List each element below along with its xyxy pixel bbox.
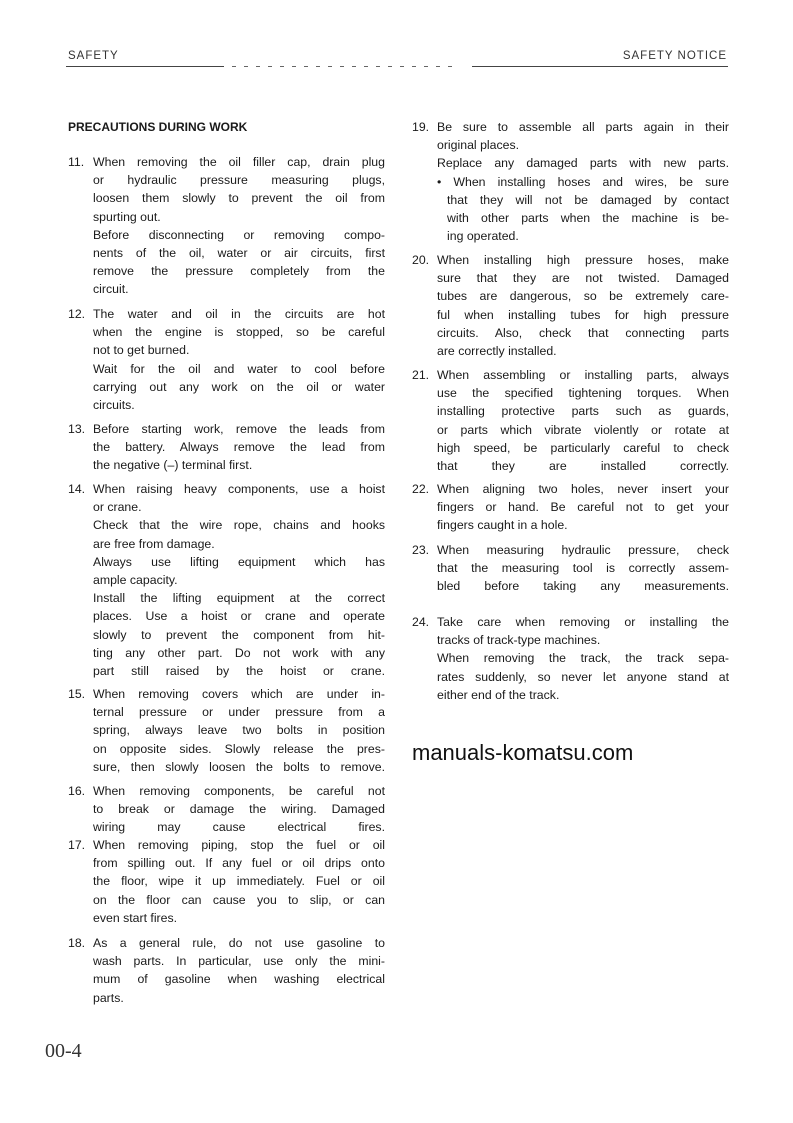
text-line: Wait for the oil and water to cool before [93, 361, 385, 376]
page-number: 00-4 [45, 1040, 82, 1062]
text-line: nents of the oil, water or air circuits, first [93, 246, 385, 261]
list-item [68, 782, 385, 837]
item-text [437, 366, 729, 475]
text-line: Replace any damaged parts with new parts. [437, 156, 729, 171]
text-line: wiring may cause electrical fires. [93, 820, 385, 835]
text-line: use the specified tightening torques. When [437, 386, 729, 401]
section-title: PRECAUTIONS DURING WORK [68, 120, 248, 134]
text-line: on the floor can cause you to slip, or can [93, 892, 385, 907]
text-line: • When installing hoses and wires, be sure [437, 174, 729, 189]
text-line: remove the pressure completely from the [93, 264, 385, 279]
text-line: When measuring hydraulic pressure, check [437, 543, 729, 557]
header-right: SAFETY NOTICE [622, 50, 727, 62]
item-number: 16. [68, 784, 86, 798]
item-text [437, 613, 729, 704]
header-left: SAFETY [68, 50, 119, 62]
text-line: that they are installed correctly. [437, 459, 729, 474]
item-number: 18. [68, 936, 86, 950]
text-line: Always use lifting equipment which has [93, 554, 385, 569]
item-number: 14. [68, 482, 86, 496]
item-number: 17. [68, 838, 86, 852]
item-text [93, 480, 385, 680]
text-line: on opposite sides. Slowly release the pres- [93, 741, 385, 756]
text-line: circuits. Also, check that connecting parts [437, 325, 729, 340]
text-line: When aligning two holes, never insert your [437, 482, 729, 496]
text-line: sure, then slowly loosen the bolts to remove. [93, 759, 385, 774]
text-line: to break or damage the wiring. Damaged [93, 802, 385, 817]
text-line: When removing components, be careful not [93, 784, 385, 798]
list-item [68, 836, 385, 927]
text-line: bled before taking any measurements. [437, 579, 729, 594]
text-line: Take care when removing or installing the [437, 615, 729, 629]
item-text [93, 305, 385, 414]
list-item [68, 480, 385, 680]
text-line: Be sure to assemble all parts again in their [437, 120, 729, 134]
text-line: either end of the track. [437, 687, 560, 702]
text-line: circuits. [93, 398, 135, 413]
text-line: wash parts. In particular, use only the mini- [93, 954, 385, 969]
text-line: part still raised by the hoist or crane. [93, 664, 385, 679]
text-line: Before starting work, remove the leads from [93, 422, 385, 436]
text-line: When installing high pressure hoses, make [437, 253, 729, 267]
list-item [412, 480, 729, 535]
text-line: the negative (–) terminal first. [93, 458, 253, 473]
text-line: carrying out any work on the oil or water [93, 379, 385, 394]
text-line: parts. [93, 990, 124, 1005]
text-line: ternal pressure or under pressure from a [93, 705, 385, 720]
text-line: places. Use a hoist or crane and operate [93, 609, 385, 624]
text-line: that they will not be damaged by contact [447, 192, 729, 207]
list-item [412, 613, 729, 704]
text-line: The water and oil in the circuits are hot [93, 307, 385, 321]
text-line: original places. [437, 138, 520, 153]
list-item [68, 153, 385, 299]
text-line: spurting out. [93, 209, 161, 224]
text-line: are free from damage. [93, 536, 215, 551]
text-line: rates suddenly, so never let anyone stand at [437, 669, 729, 684]
text-line: even start fires. [93, 910, 178, 925]
text-line: ample capacity. [93, 573, 178, 588]
text-line: sure that they are not twisted. Damaged [437, 271, 729, 286]
text-line: When assembling or installing parts, always [437, 368, 729, 382]
item-number: 20. [412, 253, 430, 267]
list-item [412, 251, 729, 360]
list-item [412, 118, 729, 245]
text-line: As a general rule, do not use gasoline to [93, 936, 385, 950]
item-number: 22. [412, 482, 430, 496]
item-number: 21. [412, 368, 430, 382]
text-line: that the measuring tool is correctly assem- [437, 561, 729, 576]
text-line: high speed, be particularly careful to check [437, 440, 729, 455]
item-text [93, 782, 385, 837]
item-number: 12. [68, 307, 86, 321]
watermark: manuals-komatsu.com [412, 740, 634, 765]
item-text [93, 836, 385, 927]
text-line: circuit. [93, 282, 129, 297]
text-line: When removing piping, stop the fuel or oil [93, 838, 385, 852]
text-line: not to get burned. [93, 343, 190, 358]
text-line: fingers or hand. Be careful not to get your [437, 500, 729, 515]
text-line: When removing covers which are under in- [93, 687, 385, 701]
text-line: or hydraulic pressure measuring plugs, [93, 173, 385, 188]
text-line: Check that the wire rope, chains and hooks [93, 518, 385, 533]
text-line: installing protective parts such as guards, [437, 404, 729, 419]
item-text [93, 934, 385, 1007]
item-number: 11. [68, 155, 85, 169]
text-line: from spilling out. If any fuel or oil drips onto [93, 856, 385, 871]
item-number: 23. [412, 543, 430, 557]
text-line: the floor, wipe it up immediately. Fuel or oil [93, 874, 385, 889]
text-line: ing operated. [447, 229, 519, 244]
item-number: 13. [68, 422, 86, 436]
text-line: tracks of track-type machines. [437, 633, 601, 648]
text-line: or parts which vibrate violently or rotate at [437, 422, 729, 437]
item-text [93, 420, 385, 475]
list-item [412, 366, 729, 475]
text-line: When removing the track, the track sepa- [437, 651, 729, 666]
bullet-point [437, 173, 729, 246]
text-line: fingers caught in a hole. [437, 518, 568, 533]
text-line: mum of gasoline when washing electrical [93, 972, 385, 987]
list-item [412, 541, 729, 596]
text-line: with other parts when the machine is be- [447, 211, 729, 226]
item-text [437, 118, 729, 245]
item-number: 24. [412, 615, 430, 629]
item-text [93, 685, 385, 776]
text-line: Install the lifting equipment at the correct [93, 591, 385, 606]
text-line: loosen them slowly to prevent the oil from [93, 191, 385, 206]
text-line: tubes are dangerous, so be extremely care- [437, 289, 729, 304]
item-text [437, 480, 729, 535]
text-line: the battery. Always remove the lead from [93, 440, 385, 455]
text-line: are correctly installed. [437, 344, 557, 359]
item-number: 19. [412, 120, 430, 134]
item-number: 15. [68, 687, 86, 701]
text-line: ting any other part. Do not work with any [93, 645, 385, 660]
text-line: ful when installing tubes for high pressure [437, 307, 729, 322]
text-line: Before disconnecting or removing compo- [93, 227, 385, 242]
list-item [68, 305, 385, 414]
text-line: spring, always leave two bolts in position [93, 723, 385, 738]
header-rule [472, 66, 728, 67]
text-line: when the engine is stopped, so be careful [93, 325, 385, 340]
text-line: or crane. [93, 500, 142, 515]
item-text [93, 153, 385, 299]
list-item [68, 420, 385, 475]
text-line: When removing the oil filler cap, drain plug [93, 155, 385, 169]
item-text [437, 541, 729, 596]
item-text [437, 251, 729, 360]
header-rule [232, 66, 454, 67]
list-item [68, 934, 385, 1007]
header-rule [66, 66, 224, 67]
text-line: When raising heavy components, use a hoist [93, 482, 385, 496]
list-item [68, 685, 385, 776]
text-line: slowly to prevent the component from hit- [93, 627, 385, 642]
